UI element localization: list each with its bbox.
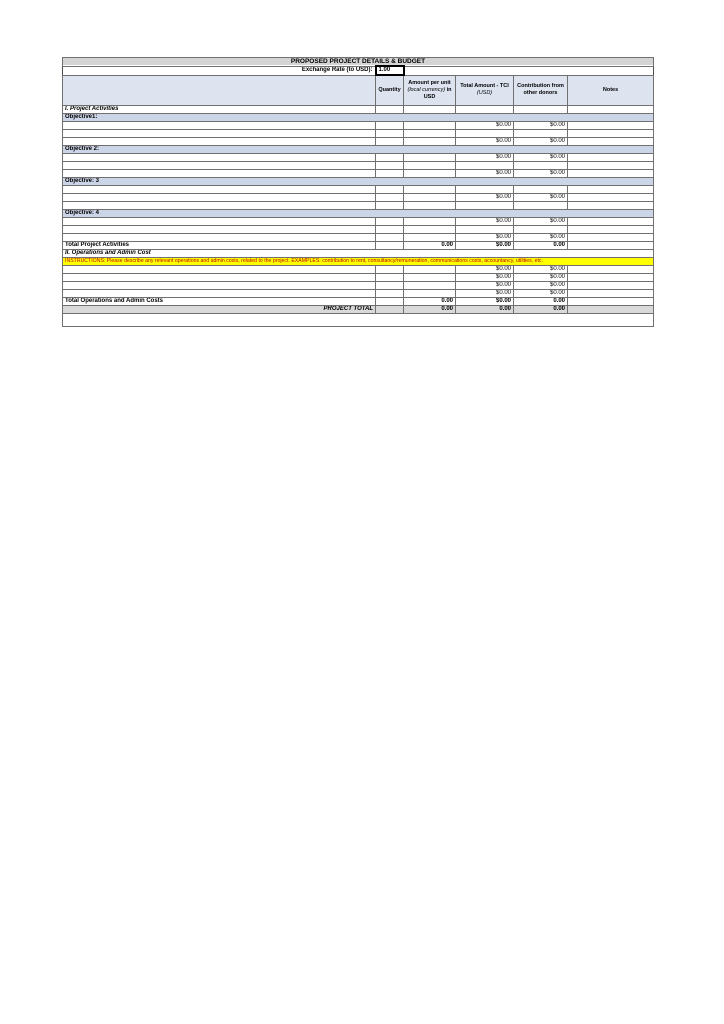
amount-per-unit-cell[interactable] <box>404 154 456 162</box>
col-header-total-amount: Total Amount - TCI (USD) <box>456 75 514 106</box>
description-cell[interactable] <box>63 218 376 226</box>
section-label-row <box>63 106 654 114</box>
data-row <box>63 218 654 226</box>
exchange-rate-input[interactable]: 1.00 <box>376 66 404 75</box>
data-row <box>63 162 654 170</box>
contribution-cell[interactable]: $0.00 <box>514 194 568 202</box>
total-amount-cell[interactable] <box>456 130 514 138</box>
amount-per-unit-cell[interactable] <box>404 266 456 274</box>
amount-per-unit-cell[interactable] <box>404 122 456 130</box>
contribution-cell[interactable]: $0.00 <box>514 122 568 130</box>
notes-cell[interactable] <box>568 122 654 130</box>
quantity-cell[interactable] <box>376 218 404 226</box>
quantity-cell[interactable] <box>376 266 404 274</box>
amount-per-unit-cell[interactable] <box>404 290 456 298</box>
quantity-cell[interactable] <box>376 194 404 202</box>
total-amount-cell[interactable]: $0.00 <box>456 138 514 146</box>
quantity-cell[interactable] <box>376 282 404 290</box>
data-row <box>63 154 654 162</box>
contribution-cell[interactable] <box>514 186 568 194</box>
total-amount-cell: $0.00 <box>456 298 514 306</box>
total-amount-cell[interactable] <box>456 226 514 234</box>
total-amount-cell[interactable] <box>456 106 514 114</box>
total-amount-cell[interactable]: $0.00 <box>456 170 514 178</box>
quantity-cell[interactable] <box>376 130 404 138</box>
amount-per-unit-cell[interactable] <box>404 234 456 242</box>
group-header-row <box>63 210 654 218</box>
data-row <box>63 282 654 290</box>
description-cell[interactable] <box>63 130 376 138</box>
notes-cell[interactable] <box>568 138 654 146</box>
notes-cell[interactable] <box>568 282 654 290</box>
data-row <box>63 226 654 234</box>
notes-cell[interactable] <box>568 130 654 138</box>
amount-per-unit-cell[interactable] <box>404 186 456 194</box>
notes-cell[interactable] <box>568 162 654 170</box>
contribution-cell[interactable]: $0.00 <box>514 290 568 298</box>
data-row <box>63 202 654 210</box>
contribution-cell: 0.00 <box>514 298 568 306</box>
section-title-cell: I. Project Activities <box>63 106 376 114</box>
objective-header-cell: Objective 2: <box>63 146 654 154</box>
column-header-row <box>63 75 654 106</box>
amount-per-unit-cell: 0.00 <box>404 306 456 314</box>
total-row <box>63 242 654 250</box>
total-amount-cell[interactable] <box>456 186 514 194</box>
description-cell[interactable] <box>63 122 376 130</box>
amount-per-unit-cell[interactable] <box>404 282 456 290</box>
objective-header-cell: Objective1: <box>63 114 654 122</box>
total-amount-cell[interactable]: $0.00 <box>456 154 514 162</box>
amount-per-unit-cell[interactable] <box>404 202 456 210</box>
contribution-cell[interactable]: $0.00 <box>514 170 568 178</box>
amount-per-unit-cell[interactable] <box>404 106 456 114</box>
title-row <box>63 58 654 67</box>
quantity-cell[interactable] <box>376 122 404 130</box>
total-amount-cell[interactable] <box>456 202 514 210</box>
notes-cell[interactable] <box>568 170 654 178</box>
contribution-cell[interactable]: $0.00 <box>514 282 568 290</box>
description-cell[interactable] <box>63 154 376 162</box>
contribution-cell[interactable] <box>514 162 568 170</box>
description-cell[interactable] <box>63 282 376 290</box>
data-row <box>63 290 654 298</box>
exchange-rate-spacer <box>404 66 654 75</box>
data-row <box>63 130 654 138</box>
contribution-cell[interactable]: $0.00 <box>514 234 568 242</box>
notes-cell[interactable] <box>568 306 654 314</box>
amount-per-unit-cell[interactable] <box>404 274 456 282</box>
amount-per-unit-cell[interactable] <box>404 162 456 170</box>
budget-table <box>62 57 654 327</box>
quantity-cell[interactable] <box>376 226 404 234</box>
notes-cell[interactable] <box>568 154 654 162</box>
contribution-cell: 0.00 <box>514 242 568 250</box>
amount-per-unit-cell: 0.00 <box>404 298 456 306</box>
section-merged-row <box>63 250 654 258</box>
quantity-cell[interactable] <box>376 170 404 178</box>
contribution-cell[interactable]: $0.00 <box>514 138 568 146</box>
contribution-cell[interactable]: $0.00 <box>514 266 568 274</box>
notes-cell[interactable] <box>568 218 654 226</box>
amount-per-unit-cell[interactable] <box>404 218 456 226</box>
total-amount-cell[interactable]: $0.00 <box>456 194 514 202</box>
quantity-cell[interactable] <box>376 138 404 146</box>
total-amount-cell[interactable]: $0.00 <box>456 234 514 242</box>
contribution-cell[interactable] <box>514 130 568 138</box>
quantity-cell[interactable] <box>376 154 404 162</box>
group-header-row <box>63 114 654 122</box>
notes-cell[interactable] <box>568 226 654 234</box>
amount-per-unit-cell[interactable] <box>404 138 456 146</box>
col-header-quantity: Quantity <box>376 75 404 106</box>
total-row <box>63 298 654 306</box>
quantity-cell[interactable] <box>376 162 404 170</box>
quantity-cell[interactable] <box>376 234 404 242</box>
notes-cell[interactable] <box>568 266 654 274</box>
total-amount-cell: $0.00 <box>456 242 514 250</box>
total-label-cell: Total Operations and Admin Costs <box>63 298 376 306</box>
amount-per-unit-cell[interactable] <box>404 194 456 202</box>
data-row <box>63 266 654 274</box>
contribution-cell[interactable] <box>514 202 568 210</box>
notes-cell[interactable] <box>568 202 654 210</box>
total-amount-cell: 0.00 <box>456 306 514 314</box>
exchange-rate-row <box>63 66 654 75</box>
amount-per-unit-cell[interactable] <box>404 170 456 178</box>
col-header-amount-per-unit: Amount per unit (local currency) in USD <box>404 75 456 106</box>
description-cell[interactable] <box>63 162 376 170</box>
section-title-cell: II. Operations and Admin Cost <box>63 250 654 258</box>
quantity-cell[interactable] <box>376 106 404 114</box>
contribution-cell[interactable]: $0.00 <box>514 274 568 282</box>
notes-cell[interactable] <box>568 234 654 242</box>
project-total-row <box>63 306 654 314</box>
total-label-cell: Total Project Activities <box>63 242 376 250</box>
instructions-row <box>63 258 654 266</box>
footer-empty-cell[interactable] <box>63 314 654 327</box>
data-row <box>63 194 654 202</box>
notes-cell[interactable] <box>568 290 654 298</box>
contribution-cell[interactable] <box>514 106 568 114</box>
contribution-cell[interactable] <box>514 226 568 234</box>
description-cell[interactable] <box>63 194 376 202</box>
col-header-notes: Notes <box>568 75 654 106</box>
notes-cell[interactable] <box>568 106 654 114</box>
data-row <box>63 122 654 130</box>
quantity-cell[interactable] <box>376 290 404 298</box>
data-row <box>63 138 654 146</box>
total-amount-cell[interactable]: $0.00 <box>456 274 514 282</box>
quantity-cell[interactable] <box>376 274 404 282</box>
amount-per-unit-cell[interactable] <box>404 226 456 234</box>
data-row <box>63 186 654 194</box>
total-amount-cell[interactable]: $0.00 <box>456 266 514 274</box>
instructions-cell: INSTRUCTIONS: Please describe any relevant operations and admin costs, related to the project. EXAMPLES: contribution to rent, consultancy/remuneration, communications costs, accountancy, utilities, etc. <box>63 258 654 266</box>
group-header-row <box>63 178 654 186</box>
total-amount-cell[interactable] <box>456 162 514 170</box>
total-label-cell: PROJECT TOTAL <box>63 306 376 314</box>
notes-cell[interactable] <box>568 194 654 202</box>
description-cell[interactable] <box>63 202 376 210</box>
notes-cell[interactable] <box>568 186 654 194</box>
quantity-cell[interactable] <box>376 298 404 306</box>
contribution-cell: 0.00 <box>514 306 568 314</box>
description-cell[interactable] <box>63 234 376 242</box>
quantity-cell[interactable] <box>376 202 404 210</box>
col-header-description <box>63 75 376 106</box>
quantity-cell[interactable] <box>376 186 404 194</box>
amount-per-unit-cell[interactable] <box>404 130 456 138</box>
description-cell[interactable] <box>63 290 376 298</box>
description-cell[interactable] <box>63 170 376 178</box>
data-row <box>63 274 654 282</box>
description-cell[interactable] <box>63 138 376 146</box>
amount-per-unit-cell: 0.00 <box>404 242 456 250</box>
budget-table-body <box>63 58 654 327</box>
exchange-rate-label: Exchange Rate (to USD): <box>63 66 376 75</box>
group-header-row <box>63 146 654 154</box>
data-row <box>63 170 654 178</box>
total-amount-cell[interactable]: $0.00 <box>456 122 514 130</box>
description-cell[interactable] <box>63 226 376 234</box>
contribution-cell[interactable]: $0.00 <box>514 154 568 162</box>
total-amount-cell[interactable]: $0.00 <box>456 218 514 226</box>
notes-cell[interactable] <box>568 242 654 250</box>
description-cell[interactable] <box>63 274 376 282</box>
total-amount-cell[interactable]: $0.00 <box>456 290 514 298</box>
col-header-contribution: Contribution from other donors <box>514 75 568 106</box>
total-amount-cell[interactable]: $0.00 <box>456 282 514 290</box>
table-title: PROPOSED PROJECT DETAILS & BUDGET <box>63 58 654 67</box>
quantity-cell[interactable] <box>376 306 404 314</box>
objective-header-cell: Objective: 3 <box>63 178 654 186</box>
contribution-cell[interactable]: $0.00 <box>514 218 568 226</box>
data-row <box>63 234 654 242</box>
description-cell[interactable] <box>63 266 376 274</box>
quantity-cell[interactable] <box>376 242 404 250</box>
notes-cell[interactable] <box>568 274 654 282</box>
description-cell[interactable] <box>63 186 376 194</box>
notes-cell[interactable] <box>568 298 654 306</box>
objective-header-cell: Objective: 4 <box>63 210 654 218</box>
empty-footer-row <box>63 314 654 327</box>
